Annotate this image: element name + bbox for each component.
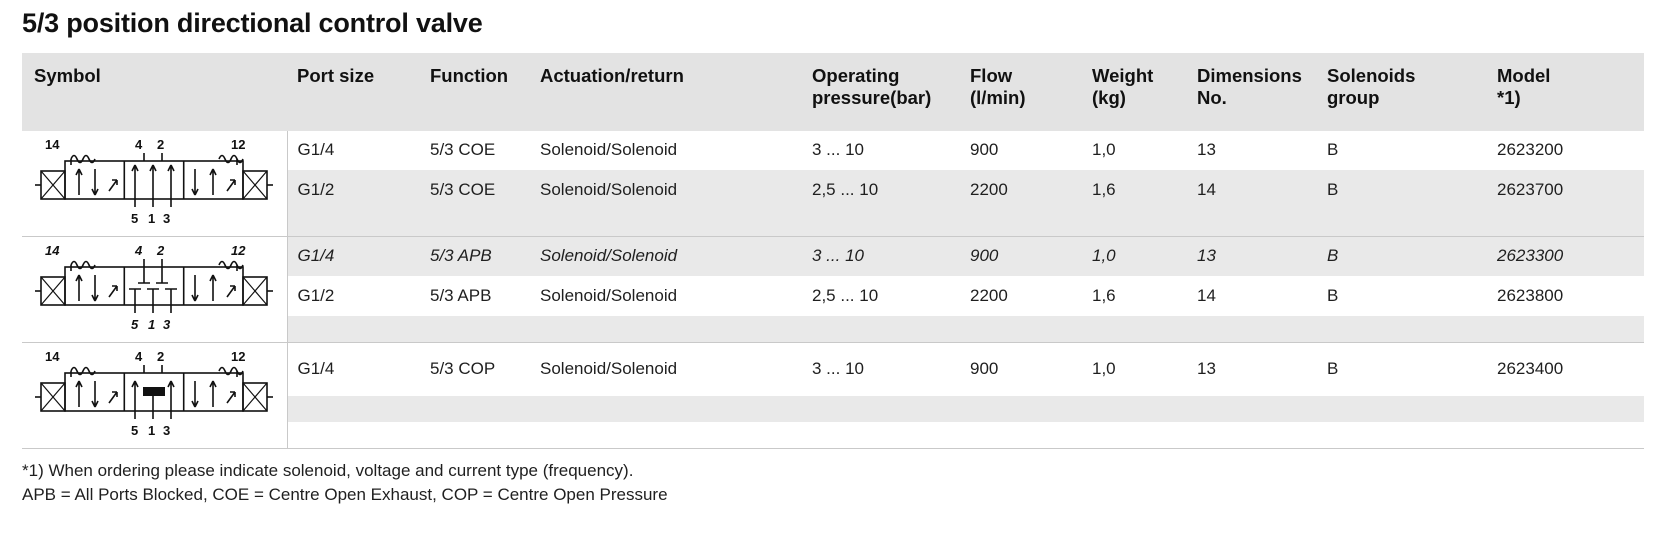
svg-text:3: 3 [163, 422, 171, 438]
page [0, 8, 1666, 542]
cell-model: 2623800 [1487, 276, 1644, 316]
column-header-dimensions [1187, 53, 1317, 131]
svg-text:2: 2 [157, 136, 165, 152]
cell-function: 5/3 APB [420, 237, 530, 277]
cell-dimensions: 13 [1187, 131, 1317, 171]
cell-actuation: Solenoid/Solenoid [530, 170, 802, 210]
valve-symbol-diagram-apb [31, 241, 277, 338]
cell-actuation: Solenoid/Solenoid [530, 276, 802, 316]
column-header-weight [1082, 53, 1187, 131]
spacer-cell [287, 210, 1644, 237]
table-body [22, 131, 1644, 449]
column-header-solenoids-line1: Solenoids [1327, 65, 1416, 86]
svg-text:1: 1 [148, 210, 156, 226]
column-header-port-size-label: Port size [297, 65, 375, 86]
column-header-dimensions-line1: Dimensions [1197, 65, 1302, 86]
valve-symbol-cell-1 [22, 131, 287, 237]
svg-text:1: 1 [148, 422, 156, 438]
cell-pressure: 3 ... 10 [802, 343, 960, 396]
valve-symbol-diagram-cop [31, 347, 277, 444]
cell-port-size: G1/2 [287, 170, 420, 210]
table-row [22, 343, 1644, 396]
table-row [22, 237, 1644, 277]
cell-solenoids: B [1317, 237, 1487, 277]
svg-text:12: 12 [231, 348, 246, 364]
cell-flow: 2200 [960, 170, 1082, 210]
cell-port-size: G1/4 [287, 131, 420, 171]
column-header-function [420, 53, 530, 131]
cell-solenoids: B [1317, 343, 1487, 396]
cell-solenoids: B [1317, 276, 1487, 316]
column-header-flow [960, 53, 1082, 131]
valve-symbol-cell-3 [22, 343, 287, 449]
cell-pressure: 3 ... 10 [802, 237, 960, 277]
column-header-solenoids-line2: group [1327, 86, 1380, 108]
svg-text:14: 14 [45, 242, 60, 258]
cell-dimensions: 13 [1187, 343, 1317, 396]
svg-text:14: 14 [45, 348, 60, 364]
table-header-row [22, 53, 1644, 131]
column-header-weight-line2: (kg) [1092, 86, 1126, 108]
cell-weight: 1,6 [1082, 276, 1187, 316]
footnote-abbreviations: APB = All Ports Blocked, COE = Centre Open Exhaust, COP = Centre Open Pressure [22, 485, 668, 505]
cell-model: 2623400 [1487, 343, 1644, 396]
cell-actuation: Solenoid/Solenoid [530, 237, 802, 277]
svg-text:12: 12 [231, 242, 246, 258]
svg-text:3: 3 [163, 210, 171, 226]
cell-flow: 900 [960, 131, 1082, 171]
svg-text:3: 3 [163, 316, 171, 332]
cell-function: 5/3 COE [420, 170, 530, 210]
svg-text:2: 2 [157, 242, 165, 258]
column-header-flow-line2: (l/min) [970, 86, 1026, 108]
column-header-solenoids-group [1317, 53, 1487, 131]
cell-actuation: Solenoid/Solenoid [530, 343, 802, 396]
column-header-port-size [287, 53, 420, 131]
cell-dimensions: 13 [1187, 237, 1317, 277]
svg-text:4: 4 [135, 242, 143, 258]
valve-spec-table [22, 53, 1644, 449]
cell-weight: 1,6 [1082, 170, 1187, 210]
cell-actuation: Solenoid/Solenoid [530, 131, 802, 171]
cell-function: 5/3 COE [420, 131, 530, 171]
svg-text:5: 5 [131, 316, 139, 332]
footnote-ordering: *1) When ordering please indicate solenoid, voltage and current type (frequency). [22, 460, 634, 480]
cell-weight: 1,0 [1082, 343, 1187, 396]
cell-model: 2623700 [1487, 170, 1644, 210]
svg-text:4: 4 [135, 348, 143, 364]
cell-model: 2623300 [1487, 237, 1644, 277]
cell-flow: 2200 [960, 276, 1082, 316]
column-header-dimensions-line2: No. [1197, 86, 1227, 108]
valve-symbol-diagram-coe [31, 135, 277, 232]
cell-weight: 1,0 [1082, 131, 1187, 171]
column-header-actuation [530, 53, 802, 131]
footnotes [22, 459, 1644, 508]
table-header [22, 53, 1644, 131]
column-header-flow-line1: Flow [970, 65, 1013, 86]
cell-port-size: G1/4 [287, 237, 420, 277]
cell-function: 5/3 COP [420, 343, 530, 396]
column-header-model-line1: Model [1497, 65, 1551, 86]
column-header-actuation-label: Actuation/return [540, 65, 684, 86]
valve-symbol-cell-2 [22, 237, 287, 343]
page-title: 5/3 position directional control valve [22, 8, 483, 38]
column-header-function-label: Function [430, 65, 509, 86]
svg-text:5: 5 [131, 210, 139, 226]
column-header-symbol-label: Symbol [34, 65, 101, 86]
spacer-cell [287, 422, 1644, 449]
cell-port-size: G1/2 [287, 276, 420, 316]
cell-solenoids: B [1317, 170, 1487, 210]
svg-text:1: 1 [148, 316, 156, 332]
cell-dimensions: 14 [1187, 276, 1317, 316]
cell-flow: 900 [960, 343, 1082, 396]
column-header-model-line2: *1) [1497, 86, 1521, 108]
column-header-symbol [22, 53, 287, 131]
cell-pressure: 2,5 ... 10 [802, 276, 960, 316]
svg-text:4: 4 [135, 136, 143, 152]
svg-text:12: 12 [231, 136, 246, 152]
table-row [22, 131, 1644, 171]
cell-flow: 900 [960, 237, 1082, 277]
column-header-model [1487, 53, 1644, 131]
cell-pressure: 3 ... 10 [802, 131, 960, 171]
cell-solenoids: B [1317, 131, 1487, 171]
column-header-operating-pressure-line1: Operating [812, 65, 900, 86]
cell-pressure: 2,5 ... 10 [802, 170, 960, 210]
cell-function: 5/3 APB [420, 276, 530, 316]
cell-model: 2623200 [1487, 131, 1644, 171]
svg-text:14: 14 [45, 136, 60, 152]
column-header-operating-pressure-line2: pressure(bar) [812, 86, 932, 108]
column-header-weight-line1: Weight [1092, 65, 1154, 86]
svg-text:2: 2 [157, 348, 165, 364]
spacer-cell [287, 396, 1644, 422]
svg-text:5: 5 [131, 422, 139, 438]
cell-port-size: G1/4 [287, 343, 420, 396]
spacer-cell [287, 316, 1644, 343]
cell-weight: 1,0 [1082, 237, 1187, 277]
cell-dimensions: 14 [1187, 170, 1317, 210]
column-header-operating-pressure [802, 53, 960, 131]
